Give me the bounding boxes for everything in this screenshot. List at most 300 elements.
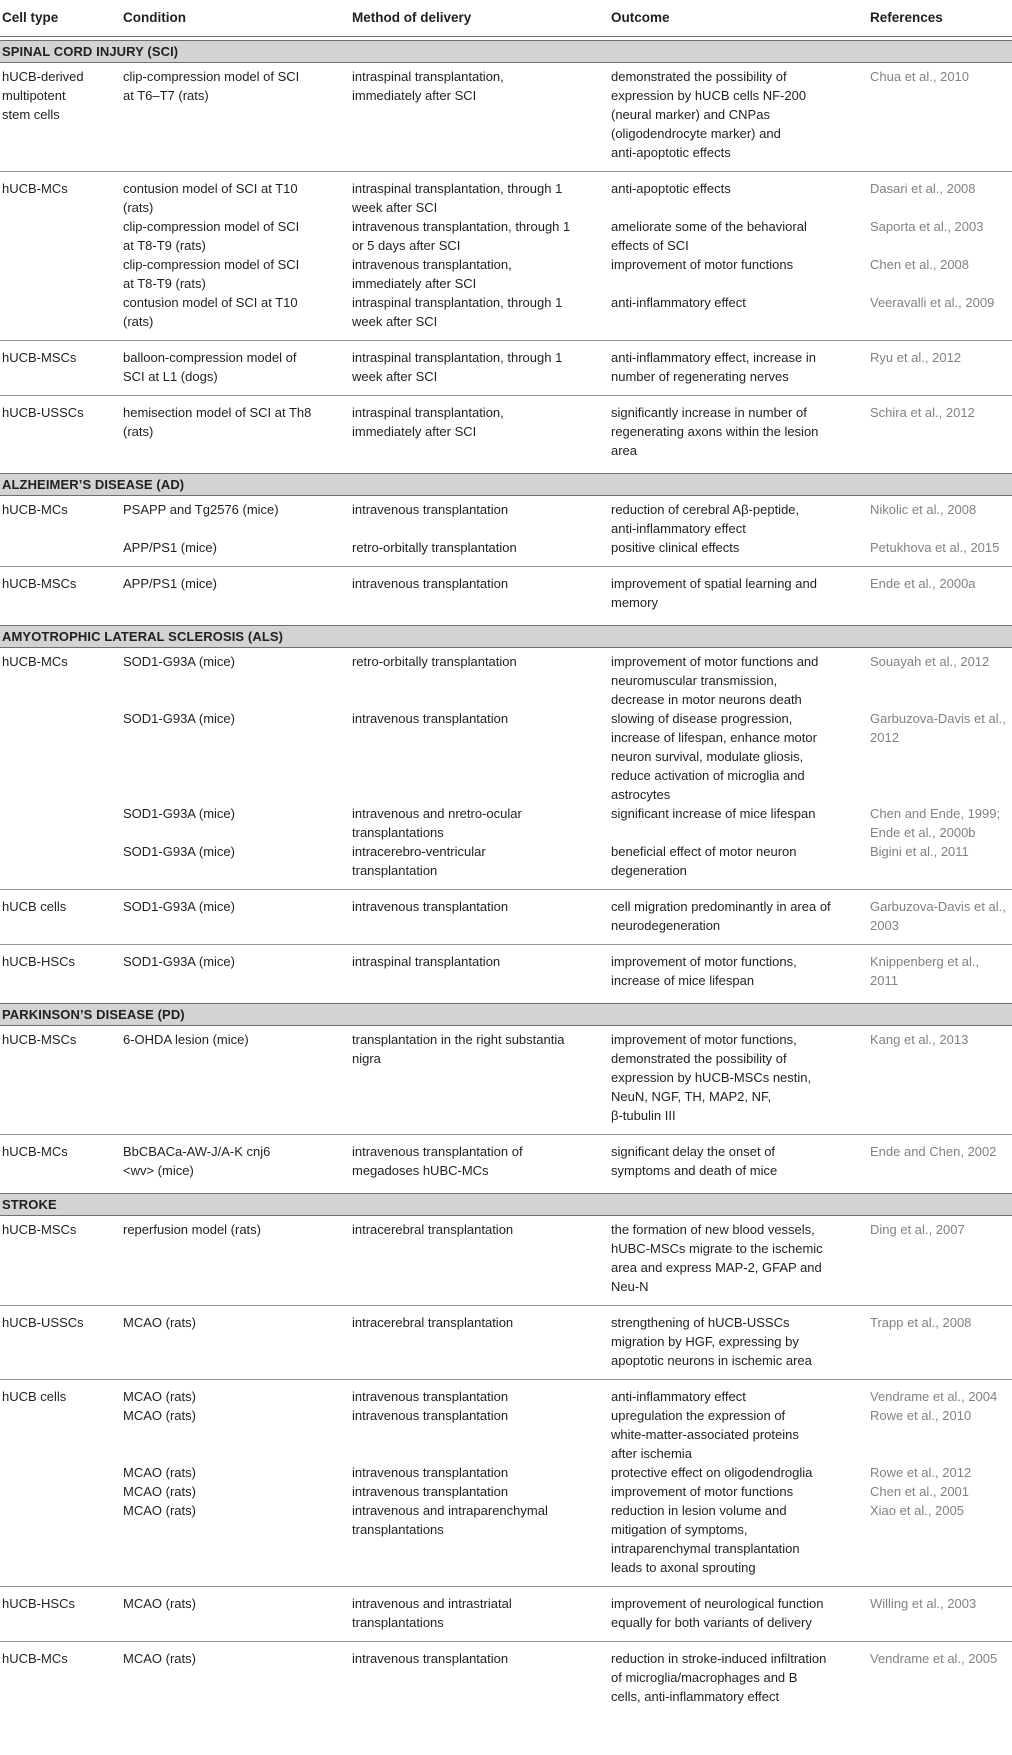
method-cell xyxy=(352,255,512,293)
outcome-cell-line: increase of mice lifespan xyxy=(611,973,755,988)
reference-cell xyxy=(870,952,979,990)
cell-type-cell-line: hUCB-MCs xyxy=(2,181,68,196)
cell-type-cell xyxy=(2,179,68,198)
outcome-cell-line: improvement of motor functions, xyxy=(611,1032,797,1047)
outcome-cell-line: after ischemia xyxy=(611,1446,692,1461)
reference-cell-line: Garbuzova-Davis et al., xyxy=(870,899,1006,914)
condition-cell xyxy=(123,217,299,255)
method-cell-line: week after SCI xyxy=(352,314,438,329)
outcome-cell-line: β-tubulin III xyxy=(611,1108,676,1123)
cell-type-cell xyxy=(2,574,76,593)
condition-cell-line: SOD1-G93A (mice) xyxy=(123,711,235,726)
cell-type-cell-line: hUCB-MSCs xyxy=(2,1222,77,1237)
section-title: STROKE xyxy=(2,1197,57,1212)
condition-cell-line: MCAO (rats) xyxy=(123,1651,196,1666)
method-cell xyxy=(352,842,486,880)
cell-type-cell-line: hUCB-MCs xyxy=(2,1651,68,1666)
condition-cell-line: SCI at L1 (dogs) xyxy=(123,369,218,384)
header-method: Method of delivery xyxy=(352,10,472,25)
cell-type-cell xyxy=(2,952,75,971)
condition-cell-line: BbCBACa-AW-J/A-K cnj6 xyxy=(123,1144,271,1159)
outcome-cell-line: astrocytes xyxy=(611,787,671,802)
condition-cell-line: APP/PS1 (mice) xyxy=(123,576,217,591)
method-cell-line: nigra xyxy=(352,1051,381,1066)
reference-cell-line: Veeravalli et al., 2009 xyxy=(870,295,995,310)
outcome-cell xyxy=(611,1482,793,1501)
reference-cell xyxy=(870,1406,971,1425)
reference-cell xyxy=(870,709,1006,747)
method-cell-line: retro-orbitally transplantation xyxy=(352,540,517,555)
method-cell-line: intravenous transplantation xyxy=(352,576,509,591)
outcome-cell-line: neurodegeneration xyxy=(611,918,721,933)
method-cell-line: intravenous transplantation xyxy=(352,1465,509,1480)
section-title: ALZHEIMER’S DISEASE (AD) xyxy=(2,477,185,492)
condition-cell xyxy=(123,1649,196,1668)
condition-cell-line: contusion model of SCI at T10 xyxy=(123,295,298,310)
section-title: SPINAL CORD INJURY (SCI) xyxy=(2,44,179,59)
method-cell xyxy=(352,67,504,105)
condition-cell-line: reperfusion model (rats) xyxy=(123,1222,261,1237)
condition-cell xyxy=(123,348,296,386)
cell-type-cell-line: hUCB-derived xyxy=(2,69,84,84)
reference-cell-line: Dasari et al., 2008 xyxy=(870,181,976,196)
header-condition: Condition xyxy=(123,10,186,25)
method-cell-line: intracerebral transplantation xyxy=(352,1315,514,1330)
cell-type-cell xyxy=(2,1594,75,1613)
outcome-cell-line: anti-inflammatory effect, increase in xyxy=(611,350,816,365)
outcome-cell xyxy=(611,709,817,804)
method-cell-line: intracerebro-ventricular xyxy=(352,844,486,859)
method-cell-line: transplantations xyxy=(352,1615,444,1630)
method-cell-line: intravenous transplantation xyxy=(352,502,509,517)
reference-cell-line: Knippenberg et al., xyxy=(870,954,980,969)
condition-cell-line: (rats) xyxy=(123,424,154,439)
condition-cell xyxy=(123,1387,196,1406)
group-divider xyxy=(0,340,1012,341)
condition-cell-line: APP/PS1 (mice) xyxy=(123,540,217,555)
group-divider xyxy=(0,1305,1012,1306)
condition-cell xyxy=(123,842,235,861)
reference-cell-line: Garbuzova-Davis et al., xyxy=(870,711,1006,726)
condition-cell-line: SOD1-G93A (mice) xyxy=(123,654,235,669)
method-cell-line: intraspinal transplantation, through 1 xyxy=(352,295,563,310)
cell-type-cell-line: hUCB-HSCs xyxy=(2,1596,75,1611)
reference-cell xyxy=(870,804,1000,842)
method-cell xyxy=(352,897,508,916)
outcome-cell-line: cells, anti-inflammatory effect xyxy=(611,1689,780,1704)
reference-cell-line: Bigini et al., 2011 xyxy=(870,844,969,859)
method-cell xyxy=(352,1030,564,1068)
condition-cell-line: at T8-T9 (rats) xyxy=(123,238,206,253)
condition-cell xyxy=(123,500,279,519)
cell-type-cell-line: hUCB-USSCs xyxy=(2,1315,84,1330)
outcome-cell xyxy=(611,842,797,880)
outcome-cell-line: NeuN, NGF, TH, MAP2, NF, xyxy=(611,1089,772,1104)
condition-cell xyxy=(123,1142,270,1180)
outcome-cell xyxy=(611,1406,799,1463)
condition-cell xyxy=(123,255,299,293)
method-cell xyxy=(352,293,562,331)
outcome-cell xyxy=(611,804,816,823)
reference-cell xyxy=(870,1313,971,1332)
outcome-cell xyxy=(611,348,816,386)
outcome-cell-line: apoptotic neurons in ischemic area xyxy=(611,1353,812,1368)
group-divider xyxy=(0,889,1012,890)
outcome-cell-line: neuron survival, modulate gliosis, xyxy=(611,749,804,764)
outcome-cell-line: anti-inflammatory effect xyxy=(611,295,746,310)
reference-cell-line: Souayah et al., 2012 xyxy=(870,654,990,669)
outcome-cell-line: (neural marker) and CNPas xyxy=(611,107,770,122)
outcome-cell-line: of microglia/macrophages and B xyxy=(611,1670,798,1685)
method-cell-line: immediately after SCI xyxy=(352,88,477,103)
condition-cell-line: MCAO (rats) xyxy=(123,1596,196,1611)
outcome-cell-line: (oligodendrocyte marker) and xyxy=(611,126,781,141)
outcome-cell xyxy=(611,952,797,990)
cell-type-cell-line: hUCB-HSCs xyxy=(2,954,75,969)
outcome-cell-line: strengthening of hUCB-USSCs xyxy=(611,1315,790,1330)
method-cell-line: intravenous transplantation, xyxy=(352,257,512,272)
method-cell xyxy=(352,1313,513,1332)
method-cell xyxy=(352,1406,508,1425)
reference-cell xyxy=(870,1482,969,1501)
reference-cell-line: Saporta et al., 2003 xyxy=(870,219,984,234)
group-divider xyxy=(0,944,1012,945)
reference-cell xyxy=(870,1463,971,1482)
cell-type-cell xyxy=(2,1387,66,1406)
outcome-cell-line: beneficial effect of motor neuron xyxy=(611,844,797,859)
reference-cell-line: Vendrame et al., 2004 xyxy=(870,1389,998,1404)
cell-type-cell xyxy=(2,1313,84,1332)
outcome-cell xyxy=(611,897,831,935)
outcome-cell-line: improvement of motor functions and xyxy=(611,654,819,669)
condition-cell-line: MCAO (rats) xyxy=(123,1315,196,1330)
method-cell-line: intravenous transplantation xyxy=(352,1651,509,1666)
cell-type-cell xyxy=(2,1030,76,1049)
cell-type-cell-line: stem cells xyxy=(2,107,60,122)
outcome-cell-line: cell migration predominantly in area of xyxy=(611,899,831,914)
outcome-cell-line: slowing of disease progression, xyxy=(611,711,793,726)
method-cell-line: transplantations xyxy=(352,1522,444,1537)
reference-cell xyxy=(870,403,975,422)
condition-cell-line: <wv> (mice) xyxy=(123,1163,194,1178)
outcome-cell-line: anti-inflammatory effect xyxy=(611,521,746,536)
outcome-cell-line: ameliorate some of the behavioral xyxy=(611,219,807,234)
outcome-cell-line: effects of SCI xyxy=(611,238,689,253)
condition-cell-line: (rats) xyxy=(123,314,154,329)
reference-cell xyxy=(870,1030,968,1049)
condition-cell-line: MCAO (rats) xyxy=(123,1408,196,1423)
outcome-cell xyxy=(611,574,817,612)
cell-type-cell xyxy=(2,1649,68,1668)
condition-cell xyxy=(123,952,235,971)
method-cell xyxy=(352,348,562,386)
outcome-cell xyxy=(611,1501,800,1577)
reference-cell-line: 2011 xyxy=(870,973,898,988)
group-divider xyxy=(0,1134,1012,1135)
method-cell xyxy=(352,403,504,441)
reference-cell-line: Rowe et al., 2012 xyxy=(870,1465,972,1480)
reference-cell-line: Ding et al., 2007 xyxy=(870,1222,965,1237)
reference-cell-line: Chua et al., 2010 xyxy=(870,69,970,84)
cell-type-cell xyxy=(2,348,76,367)
outcome-cell xyxy=(611,1463,812,1482)
method-cell-line: immediately after SCI xyxy=(352,424,477,439)
outcome-cell xyxy=(611,293,746,312)
reference-cell xyxy=(870,500,976,519)
outcome-cell-line: Neu-N xyxy=(611,1279,649,1294)
method-cell-line: intravenous and intraparenchymal xyxy=(352,1503,548,1518)
section-header xyxy=(0,1003,1012,1026)
cell-type-cell xyxy=(2,67,84,124)
condition-cell-line: MCAO (rats) xyxy=(123,1465,196,1480)
method-cell xyxy=(352,500,508,519)
condition-cell-line: clip-compression model of SCI xyxy=(123,257,300,272)
outcome-cell-line: degeneration xyxy=(611,863,687,878)
reference-cell-line: Schira et al., 2012 xyxy=(870,405,975,420)
outcome-cell-line: expression by hUCB-MSCs nestin, xyxy=(611,1070,812,1085)
method-cell-line: intracerebral transplantation xyxy=(352,1222,514,1237)
outcome-cell-line: improvement of motor functions xyxy=(611,257,794,272)
method-cell-line: intraspinal transplantation, xyxy=(352,405,504,420)
condition-cell xyxy=(123,538,217,557)
outcome-cell xyxy=(611,1030,811,1125)
reference-cell xyxy=(870,842,969,861)
reference-cell xyxy=(870,1387,997,1406)
method-cell xyxy=(352,217,570,255)
outcome-cell-line: significant delay the onset of xyxy=(611,1144,776,1159)
reference-cell-line: 2003 xyxy=(870,918,899,933)
table-header-row xyxy=(0,0,1012,37)
section-title: AMYOTROPHIC LATERAL SCLEROSIS (ALS) xyxy=(2,629,284,644)
method-cell xyxy=(352,1220,513,1239)
section-header xyxy=(0,473,1012,496)
section-title: PARKINSON’S DISEASE (PD) xyxy=(2,1007,185,1022)
condition-cell-line: clip-compression model of SCI xyxy=(123,219,300,234)
condition-cell-line: SOD1-G93A (mice) xyxy=(123,899,235,914)
condition-cell xyxy=(123,804,235,823)
reference-cell xyxy=(870,67,969,86)
reference-cell-line: Chen and Ende, 1999; xyxy=(870,806,1001,821)
method-cell xyxy=(352,1594,512,1632)
outcome-cell-line: positive clinical effects xyxy=(611,540,740,555)
condition-cell xyxy=(123,1406,196,1425)
cell-type-cell xyxy=(2,1220,76,1239)
outcome-cell-line: white-matter-associated proteins xyxy=(611,1427,799,1442)
outcome-cell-line: intraparenchymal transplantation xyxy=(611,1541,800,1556)
condition-cell xyxy=(123,1313,196,1332)
reference-cell xyxy=(870,217,983,236)
outcome-cell xyxy=(611,255,793,274)
outcome-cell-line: memory xyxy=(611,595,658,610)
method-cell-line: transplantations xyxy=(352,825,444,840)
method-cell-line: retro-orbitally transplantation xyxy=(352,654,517,669)
reference-cell xyxy=(870,1220,965,1239)
condition-cell xyxy=(123,403,311,441)
reference-cell-line: Ende et al., 2000b xyxy=(870,825,976,840)
outcome-cell-line: significantly increase in number of xyxy=(611,405,807,420)
method-cell-line: intraspinal transplantation, through 1 xyxy=(352,181,563,196)
method-cell xyxy=(352,804,522,842)
cell-type-cell-line: hUCB-MCs xyxy=(2,1144,68,1159)
reference-cell-line: Petukhova et al., 2015 xyxy=(870,540,1000,555)
method-cell-line: intravenous and nretro-ocular xyxy=(352,806,522,821)
reference-cell-line: Rowe et al., 2010 xyxy=(870,1408,972,1423)
outcome-cell-line: anti-inflammatory effect xyxy=(611,1389,746,1404)
condition-cell xyxy=(123,574,217,593)
reference-cell-line: Ende et al., 2000a xyxy=(870,576,976,591)
outcome-cell xyxy=(611,179,731,198)
condition-cell-line: MCAO (rats) xyxy=(123,1484,196,1499)
header-outcome: Outcome xyxy=(611,10,670,25)
condition-cell xyxy=(123,179,298,217)
outcome-cell-line: mitigation of symptoms, xyxy=(611,1522,748,1537)
outcome-cell-line: improvement of neurological function xyxy=(611,1596,824,1611)
reference-cell-line: Trapp et al., 2008 xyxy=(870,1315,972,1330)
outcome-cell xyxy=(611,500,799,538)
method-cell-line: immediately after SCI xyxy=(352,276,477,291)
reference-cell-line: Chen et al., 2008 xyxy=(870,257,970,272)
method-cell xyxy=(352,709,508,728)
reference-cell xyxy=(870,255,969,274)
method-cell xyxy=(352,652,517,671)
method-cell-line: transplantation in the right substantia xyxy=(352,1032,565,1047)
method-cell xyxy=(352,1387,508,1406)
condition-cell-line: SOD1-G93A (mice) xyxy=(123,954,235,969)
method-cell xyxy=(352,538,517,557)
outcome-cell-line: area and express MAP-2, GFAP and xyxy=(611,1260,822,1275)
method-cell-line: intravenous transplantation xyxy=(352,899,509,914)
method-cell xyxy=(352,952,500,971)
reference-cell xyxy=(870,348,961,367)
method-cell xyxy=(352,1649,508,1668)
condition-cell-line: PSAPP and Tg2576 (mice) xyxy=(123,502,279,517)
cell-type-cell-line: hUCB-MCs xyxy=(2,502,68,517)
outcome-cell xyxy=(611,1142,777,1180)
method-cell xyxy=(352,1463,508,1482)
reference-cell xyxy=(870,652,989,671)
reference-cell-line: Kang et al., 2013 xyxy=(870,1032,969,1047)
header-references: References xyxy=(870,10,943,25)
method-cell xyxy=(352,1501,548,1539)
outcome-cell-line: number of regenerating nerves xyxy=(611,369,789,384)
outcome-cell-line: the formation of new blood vessels, xyxy=(611,1222,815,1237)
condition-cell-line: 6-OHDA lesion (mice) xyxy=(123,1032,249,1047)
condition-cell-line: clip-compression model of SCI xyxy=(123,69,300,84)
condition-cell-line: MCAO (rats) xyxy=(123,1389,196,1404)
outcome-cell xyxy=(611,1313,812,1370)
method-cell-line: megadoses hUBC-MCs xyxy=(352,1163,489,1178)
method-cell-line: intravenous transplantation xyxy=(352,1408,509,1423)
outcome-cell-line: protective effect on oligodendroglia xyxy=(611,1465,813,1480)
outcome-cell-line: anti-apoptotic effects xyxy=(611,181,731,196)
condition-cell xyxy=(123,1501,196,1520)
condition-cell xyxy=(123,897,235,916)
outcome-cell-line: regenerating axons within the lesion xyxy=(611,424,819,439)
outcome-cell-line: reduction in lesion volume and xyxy=(611,1503,787,1518)
outcome-cell-line: upregulation the expression of xyxy=(611,1408,786,1423)
reference-cell xyxy=(870,538,999,557)
condition-cell xyxy=(123,1482,196,1501)
reference-cell-line: Xiao et al., 2005 xyxy=(870,1503,964,1518)
section-header xyxy=(0,625,1012,648)
group-divider xyxy=(0,1586,1012,1587)
group-divider xyxy=(0,1379,1012,1380)
outcome-cell-line: significant increase of mice lifespan xyxy=(611,806,816,821)
reference-cell xyxy=(870,574,976,593)
group-divider xyxy=(0,1641,1012,1642)
method-cell-line: intravenous transplantation of xyxy=(352,1144,523,1159)
reference-cell-line: Willing et al., 2003 xyxy=(870,1596,977,1611)
header-cell-type: Cell type xyxy=(2,10,59,25)
outcome-cell-line: improvement of spatial learning and xyxy=(611,576,817,591)
reference-cell xyxy=(870,1501,964,1520)
condition-cell xyxy=(123,1220,261,1239)
outcome-cell-line: expression by hUCB cells NF-200 xyxy=(611,88,807,103)
method-cell-line: intraspinal transplantation, through 1 xyxy=(352,350,563,365)
method-cell-line: intraspinal transplantation xyxy=(352,954,501,969)
method-cell xyxy=(352,574,508,593)
cell-type-cell-line: hUCB-USSCs xyxy=(2,405,84,420)
condition-cell xyxy=(123,652,235,671)
method-cell-line: intravenous transplantation xyxy=(352,1389,509,1404)
condition-cell-line: at T6–T7 (rats) xyxy=(123,88,209,103)
outcome-cell xyxy=(611,1594,823,1632)
condition-cell xyxy=(123,293,298,331)
reference-cell xyxy=(870,897,1006,935)
reference-cell-line: Ryu et al., 2012 xyxy=(870,350,962,365)
method-cell-line: intraspinal transplantation, xyxy=(352,69,504,84)
cell-type-cell xyxy=(2,1142,68,1161)
method-cell-line: transplantation xyxy=(352,863,438,878)
cell-type-cell-line: hUCB-MSCs xyxy=(2,1032,77,1047)
reference-cell-line: Chen et al., 2001 xyxy=(870,1484,970,1499)
method-cell xyxy=(352,1142,523,1180)
condition-cell-line: (rats) xyxy=(123,200,154,215)
reference-cell-line: Vendrame et al., 2005 xyxy=(870,1651,998,1666)
condition-cell-line: SOD1-G93A (mice) xyxy=(123,806,235,821)
reference-cell xyxy=(870,1594,976,1613)
outcome-cell-line: increase of lifespan, enhance motor xyxy=(611,730,817,745)
condition-cell-line: balloon-compression model of xyxy=(123,350,297,365)
reference-cell-line: Ende and Chen, 2002 xyxy=(870,1144,997,1159)
cell-type-cell-line: multipotent xyxy=(2,88,66,103)
condition-cell xyxy=(123,67,299,105)
outcome-cell xyxy=(611,538,739,557)
outcome-cell-line: leads to axonal sprouting xyxy=(611,1560,756,1575)
condition-cell xyxy=(123,709,235,728)
outcome-cell xyxy=(611,403,818,460)
outcome-cell-line: improvement of motor functions xyxy=(611,1484,794,1499)
cell-type-cell-line: hUCB cells xyxy=(2,899,67,914)
outcome-cell-line: reduction in stroke-induced infiltration xyxy=(611,1651,827,1666)
cell-type-cell xyxy=(2,500,68,519)
method-cell-line: intravenous transplantation xyxy=(352,1484,509,1499)
cell-type-cell-line: hUCB-MSCs xyxy=(2,350,77,365)
condition-cell xyxy=(123,1463,196,1482)
group-divider xyxy=(0,395,1012,396)
reference-cell xyxy=(870,179,976,198)
condition-cell-line: contusion model of SCI at T10 xyxy=(123,181,298,196)
outcome-cell-line: anti-apoptotic effects xyxy=(611,145,731,160)
method-cell-line: intravenous transplantation, through 1 xyxy=(352,219,571,234)
method-cell-line: week after SCI xyxy=(352,200,438,215)
section-header xyxy=(0,40,1012,63)
method-cell xyxy=(352,1482,508,1501)
outcome-cell-line: symptoms and death of mice xyxy=(611,1163,778,1178)
cell-type-cell xyxy=(2,897,66,916)
cell-type-cell xyxy=(2,403,84,422)
cell-type-cell-line: hUCB-MSCs xyxy=(2,576,77,591)
